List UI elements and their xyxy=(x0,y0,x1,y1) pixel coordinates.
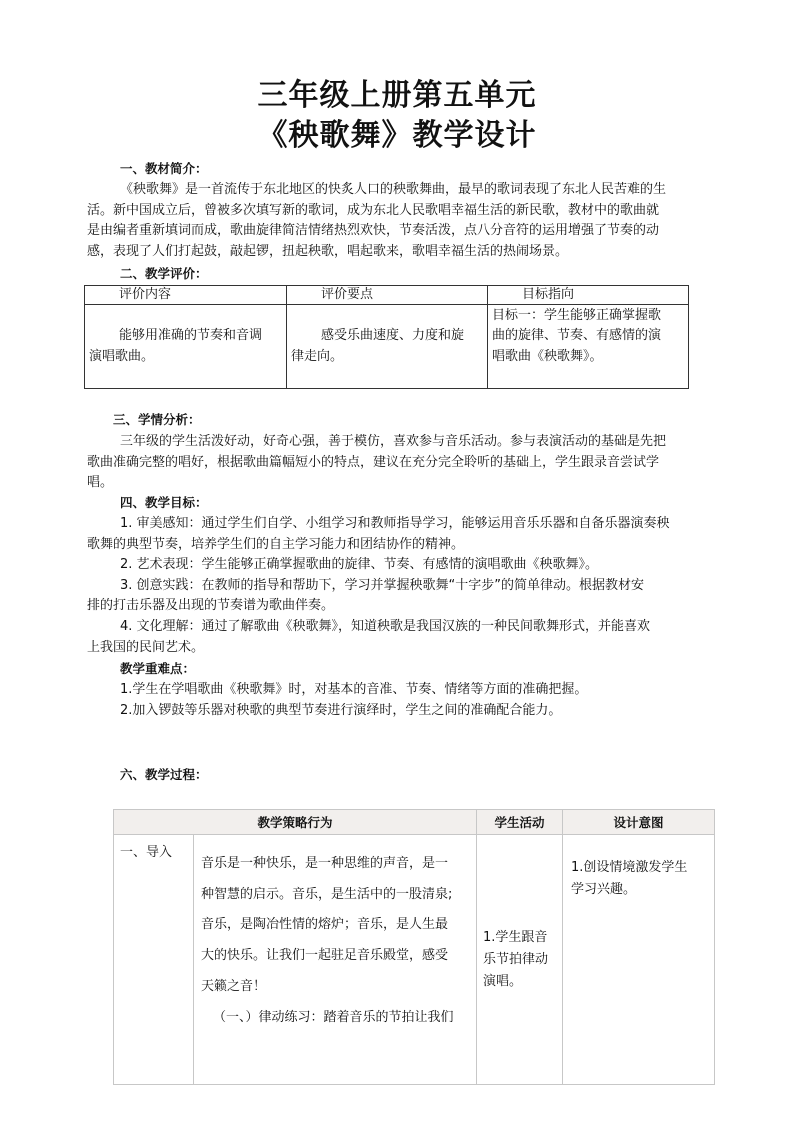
table-header-row xyxy=(85,286,689,305)
evaluation-content-cell: 能够用准确的节奏和音调 演唱歌曲。 xyxy=(85,305,287,389)
text-line: （一、）律动练习：踏着音乐的节拍让我们 xyxy=(213,1009,454,1025)
document-title-line1: 三年级上册第五单元 xyxy=(257,78,537,113)
table-header-cell: 学生活动 xyxy=(477,810,563,835)
text-line: 音乐，是陶冶性情的熔炉；音乐，是人生最 xyxy=(201,917,449,933)
student-activity-cell xyxy=(477,835,563,1085)
evaluation-points-cell: 感受乐曲速度、力度和旋 律走向。 xyxy=(287,305,488,389)
text-line: 三年级的学生活泼好动，好奇心强，善于模仿，喜欢参与音乐活动。参与表演活动的基础是先把 xyxy=(120,434,667,449)
objective-line: 3. 创意实践：在教师的指导和帮助下，学习并掌握秧歌舞“十字步”的简单律动。根据教材安 xyxy=(120,577,645,593)
key-points-list xyxy=(120,680,742,721)
objective-line: 4. 文化理解：通过了解歌曲《秧歌舞》，知道秧歌是我国汉族的一种民间歌舞形式，并能喜欢 xyxy=(120,618,651,634)
text-line: 天籁之音！ xyxy=(201,978,267,994)
table-row xyxy=(85,305,689,389)
section-heading-objectives: 四、教学目标： xyxy=(120,495,208,510)
text-line: 大的快乐。让我们一起驻足音乐殿堂，感受 xyxy=(201,948,449,964)
teaching-process-table xyxy=(113,809,715,1085)
section-heading-key-points: 教学重难点： xyxy=(120,661,196,676)
text-line: 音乐是一种快乐，是一种思维的声音，是一 xyxy=(201,856,449,871)
evaluation-target-cell: 目标一：学生能够正确掌握歌 曲的旋律、节奏、有感情的演 唱歌曲《秧歌舞》。 xyxy=(488,305,689,389)
text-line: 活。新中国成立后，曾被多次填写新的歌词，成为东北人民歌唱幸福生活的新民歌，教材中的歌曲就 xyxy=(87,202,660,218)
objective-line: 上我国的民间艺术。 xyxy=(87,639,205,655)
table-header-cell: 教学策略行为 xyxy=(114,810,477,835)
objective-line: 2. 艺术表现：学生能够正确掌握歌曲的旋律、节奏、有感情的演唱歌曲《秧歌舞》。 xyxy=(120,557,599,573)
section-heading-learner-analysis: 三、学情分析： xyxy=(113,412,201,427)
table-header-cell: 目标指向 xyxy=(488,286,689,305)
section-heading-process: 六、教学过程： xyxy=(120,767,208,782)
text-line: 学习兴趣。 xyxy=(571,882,637,897)
table-header-cell: 评价内容 xyxy=(85,286,287,305)
text-line: 乐节拍律动 xyxy=(483,951,549,967)
table-header-cell: 评价要点 xyxy=(287,286,488,305)
evaluation-table xyxy=(84,285,689,389)
stage-label-cell: 一、导入 xyxy=(114,835,194,1085)
text-line: 演唱。 xyxy=(483,973,523,989)
text-line: 感，表现了人们打起鼓，敲起锣，扭起秧歌，唱起歌来，歌唱幸福生活的热闹场景。 xyxy=(87,243,569,259)
section-heading-evaluation: 二、教学评价： xyxy=(120,266,208,281)
text-line: 种智慧的启示。音乐，是生活中的一股清泉; xyxy=(201,886,453,902)
design-intent-cell xyxy=(563,835,715,1085)
strategy-cell xyxy=(194,835,477,1085)
key-point-line: 1.学生在学唱歌曲《秧歌舞》时，对基本的音准、节奏、情绪等方面的准确把握。 xyxy=(120,682,588,697)
section-heading-textbook: 一、教材简介： xyxy=(120,161,208,176)
objective-line: 歌舞的典型节奏，培养学生们的自主学习能力和团结协作的精神。 xyxy=(87,536,465,552)
text-line: 歌曲准确完整的唱好，根据歌曲篇幅短小的特点，建议在充分完全聆听的基础上，学生跟录音尝试学 xyxy=(87,454,660,470)
objective-line: 排的打击乐器及出现的节奏谱为歌曲伴奏。 xyxy=(87,598,335,614)
text-line: 1.学生跟音 xyxy=(483,929,548,945)
text-line: 《秧歌舞》是一首流传于东北地区的快炙人口的秧歌舞曲，最早的歌词表现了东北人民苦难的生 xyxy=(120,182,667,197)
text-line: 是由编者重新填词而成，歌曲旋律简洁情绪热烈欢快，节奏活泼，点八分音符的运用增强了节奏的动 xyxy=(87,223,660,239)
objective-line: 1. 审美感知：通过学生们自学、小组学习和教师指导学习，能够运用音乐乐器和自备乐器演奏秧 xyxy=(120,516,670,531)
document-title-line2: 《秧歌舞》教学设计 xyxy=(257,118,537,153)
table-header-cell: 设计意图 xyxy=(563,810,715,835)
textbook-intro-paragraph xyxy=(87,180,709,262)
table-row xyxy=(114,835,715,1085)
objectives-list xyxy=(87,514,709,658)
table-header-row xyxy=(114,810,715,835)
text-line: 1.创设情境激发学生 xyxy=(571,860,688,875)
key-point-line: 2.加入锣鼓等乐器对秧歌的典型节奏进行演绎时，学生之间的准确配合能力。 xyxy=(120,702,562,718)
learner-analysis-paragraph xyxy=(87,432,709,494)
text-line: 唱。 xyxy=(87,475,114,491)
